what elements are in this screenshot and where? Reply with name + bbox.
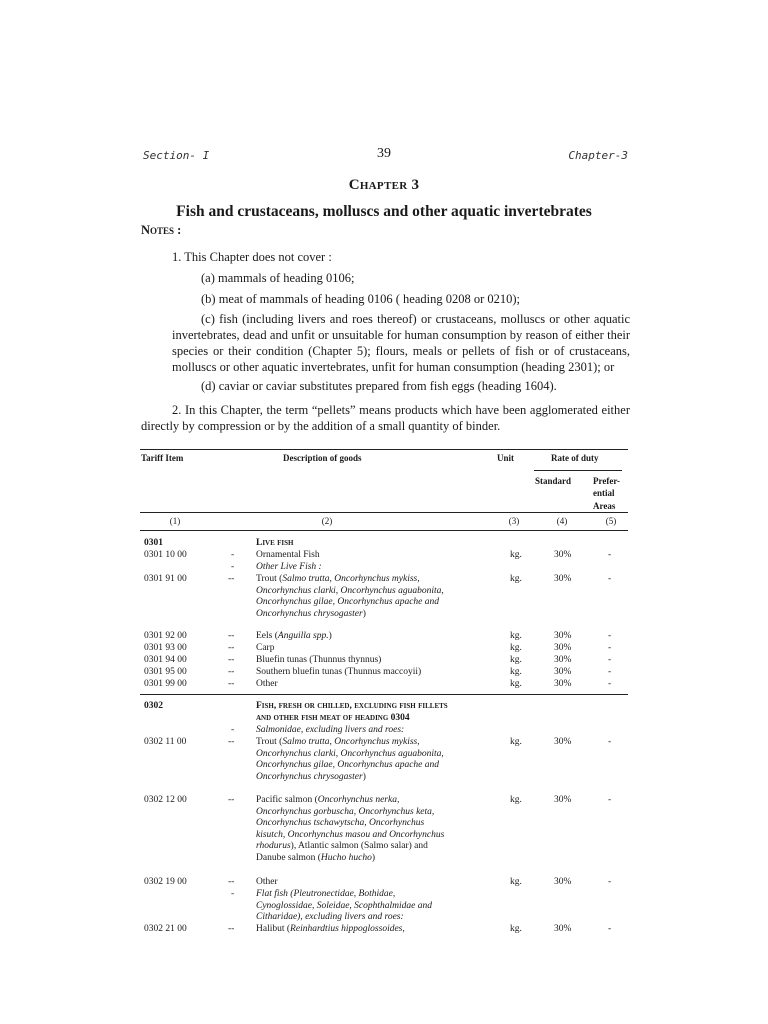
cell-item: 0301 91 00	[144, 574, 187, 584]
cell-description: Halibut (Reinhardtius hippoglossoides,	[256, 924, 405, 934]
heading-text: Live fish	[256, 538, 294, 548]
cell-dash: --	[228, 679, 235, 689]
cell-preferential: -	[608, 643, 612, 653]
section-divider	[140, 694, 628, 695]
cell-item: 0301 94 00	[144, 655, 187, 665]
cell-unit: kg.	[510, 924, 522, 934]
cell-standard: 30%	[554, 655, 572, 665]
cell-dash: --	[228, 643, 235, 653]
cell-preferential: -	[608, 574, 612, 584]
cell-standard: 30%	[554, 737, 572, 747]
cell-description: Salmonidae, excluding livers and roes:	[256, 725, 405, 735]
note-2: 2. In this Chapter, the term “pellets” means products which have been agglomerated either directly by compression or by the addition of a small quantity of binder.	[141, 403, 630, 433]
cell-preferential: -	[608, 737, 612, 747]
cell-preferential: -	[608, 655, 612, 665]
cell-item: 0302 12 00	[144, 795, 187, 805]
cell-description	[256, 538, 294, 550]
cell-unit: kg.	[510, 643, 522, 653]
cell-description: Pacific salmon (Oncorhynchus nerka, Oncorhynchus gorbuscha, Oncorhynchus keta, Oncorhynchus tschawytscha, Oncorhynchus kisutch, Oncorhynchus masou and Oncorhynchus rhodurus), Atlantic salmon (Salmo salar) and Danube salmon (Hucho hucho)	[256, 795, 445, 863]
cell-dash: --	[228, 574, 235, 584]
cell-description	[256, 701, 456, 724]
header-description: Description of goods	[283, 453, 362, 463]
cell-standard: 30%	[554, 643, 572, 653]
note-1a: (a) mammals of heading 0106;	[201, 271, 355, 285]
cell-dash: -	[231, 562, 235, 572]
cell-unit: kg.	[510, 737, 522, 747]
note-1b: (b) meat of mammals of heading 0106 ( heading 0208 or 0210);	[201, 292, 521, 306]
cell-unit: kg.	[510, 679, 522, 689]
cell-dash: --	[228, 795, 235, 805]
cell-dash: -	[231, 550, 235, 560]
cell-preferential: -	[608, 795, 612, 805]
cell-description: Carp	[256, 643, 275, 653]
column-number-2: (2)	[321, 516, 333, 526]
table-top-rule	[140, 449, 628, 450]
note-1d: (d) caviar or caviar substitutes prepared from fish eggs (heading 1604).	[201, 379, 557, 393]
cell-item: 0301 93 00	[144, 643, 187, 653]
header-preferential-3: Areas	[593, 501, 616, 511]
cell-standard: 30%	[554, 667, 572, 677]
cell-preferential: -	[608, 877, 612, 887]
cell-description: Flat fish (Pleutronectidae, Bothidae, Cynoglossidae, Soleidae, Scophthalmidae and Citharidae), excluding livers and roes:	[256, 889, 432, 923]
cell-preferential: -	[608, 667, 612, 677]
cell-description: Trout (Salmo trutta, Oncorhynchus mykiss, Oncorhynchus clarki, Oncorhynchus aguabonita, Oncorhynchus gilae, Oncorhynchus apache and Oncorhynchus chrysogaster)	[256, 737, 444, 782]
cell-dash: -	[231, 725, 235, 735]
cell-item: 0301	[144, 538, 163, 548]
column-number-4: (4)	[556, 516, 568, 526]
column-number-1: (1)	[169, 516, 181, 526]
heading-text: Fish, fresh or chilled, excluding fish fillets and other fish meat of heading 0304	[256, 701, 448, 723]
cell-dash: --	[228, 737, 235, 747]
cell-standard: 30%	[554, 574, 572, 584]
cell-item: 0302 11 00	[144, 737, 187, 747]
cell-description: Eels (Anguilla spp.)	[256, 631, 332, 641]
cell-standard: 30%	[554, 631, 572, 641]
cell-unit: kg.	[510, 655, 522, 665]
note-1c: (c) fish (including livers and roes thereof) or crustaceans, molluscs or other aquatic invertebrates, dead and unfit or unsuitable for human consumption by reason of either their species or their condition (Chapter 5); flours, meals or pellets of fish or of crustaceans, molluscs or other aquatic invertebrates, unfit for human consumption (heading 2301); or	[172, 312, 630, 374]
cell-dash: --	[228, 877, 235, 887]
rate-subheader-rule	[534, 470, 622, 471]
cell-preferential: -	[608, 924, 612, 934]
header-rate-of-duty: Rate of duty	[551, 453, 599, 463]
cell-item: 0301 92 00	[144, 631, 187, 641]
column-number-rule	[140, 530, 628, 531]
page-number: 39	[377, 146, 391, 161]
cell-preferential: -	[608, 679, 612, 689]
cell-description: Other Live Fish :	[256, 562, 322, 572]
header-tariff-item: Tariff Item	[141, 453, 184, 463]
chapter-title: Chapter 3	[348, 177, 420, 193]
column-number-5: (5)	[605, 516, 617, 526]
cell-standard: 30%	[554, 550, 572, 560]
cell-standard: 30%	[554, 877, 572, 887]
cell-description: Bluefin tunas (Thunnus thynnus)	[256, 655, 382, 665]
note-1: 1. This Chapter does not cover :	[172, 250, 332, 264]
cell-unit: kg.	[510, 574, 522, 584]
header-bottom-rule	[140, 512, 628, 513]
column-number-3: (3)	[508, 516, 520, 526]
header-unit: Unit	[497, 453, 515, 463]
cell-unit: kg.	[510, 877, 522, 887]
cell-item: 0302 21 00	[144, 924, 187, 934]
cell-unit: kg.	[510, 795, 522, 805]
cell-item: 0302	[144, 701, 163, 711]
cell-dash: --	[228, 924, 235, 934]
cell-dash: --	[228, 655, 235, 665]
header-standard: Standard	[535, 476, 572, 486]
cell-standard: 30%	[554, 679, 572, 689]
cell-item: 0301 10 00	[144, 550, 187, 560]
cell-standard: 30%	[554, 795, 572, 805]
cell-unit: kg.	[510, 631, 522, 641]
cell-item: 0301 99 00	[144, 679, 187, 689]
header-preferential-2: ential	[593, 488, 615, 498]
section-label: Section- I	[143, 149, 210, 162]
cell-unit: kg.	[510, 550, 522, 560]
cell-preferential: -	[608, 631, 612, 641]
notes-heading: Notes :	[141, 223, 182, 237]
cell-item: 0301 95 00	[144, 667, 187, 677]
cell-preferential: -	[608, 550, 612, 560]
cell-unit: kg.	[510, 667, 522, 677]
cell-dash: --	[228, 631, 235, 641]
cell-standard: 30%	[554, 924, 572, 934]
cell-description: Ornamental Fish	[256, 550, 320, 560]
chapter-subtitle: Fish and crustaceans, molluscs and other aquatic invertebrates	[176, 203, 592, 220]
header-preferential-1: Prefer-	[593, 476, 620, 486]
cell-dash: -	[231, 889, 235, 899]
cell-description: Trout (Salmo trutta, Oncorhynchus mykiss, Oncorhynchus clarki, Oncorhynchus aguabonita, Oncorhynchus gilae, Oncorhynchus apache and Oncorhynchus chrysogaster)	[256, 574, 444, 619]
cell-description: Other	[256, 679, 278, 689]
chapter-label: Chapter-3	[568, 149, 628, 162]
cell-description: Southern bluefin tunas (Thunnus maccoyii)	[256, 667, 422, 677]
cell-description: Other	[256, 877, 278, 887]
cell-dash: --	[228, 667, 235, 677]
cell-item: 0302 19 00	[144, 877, 187, 887]
